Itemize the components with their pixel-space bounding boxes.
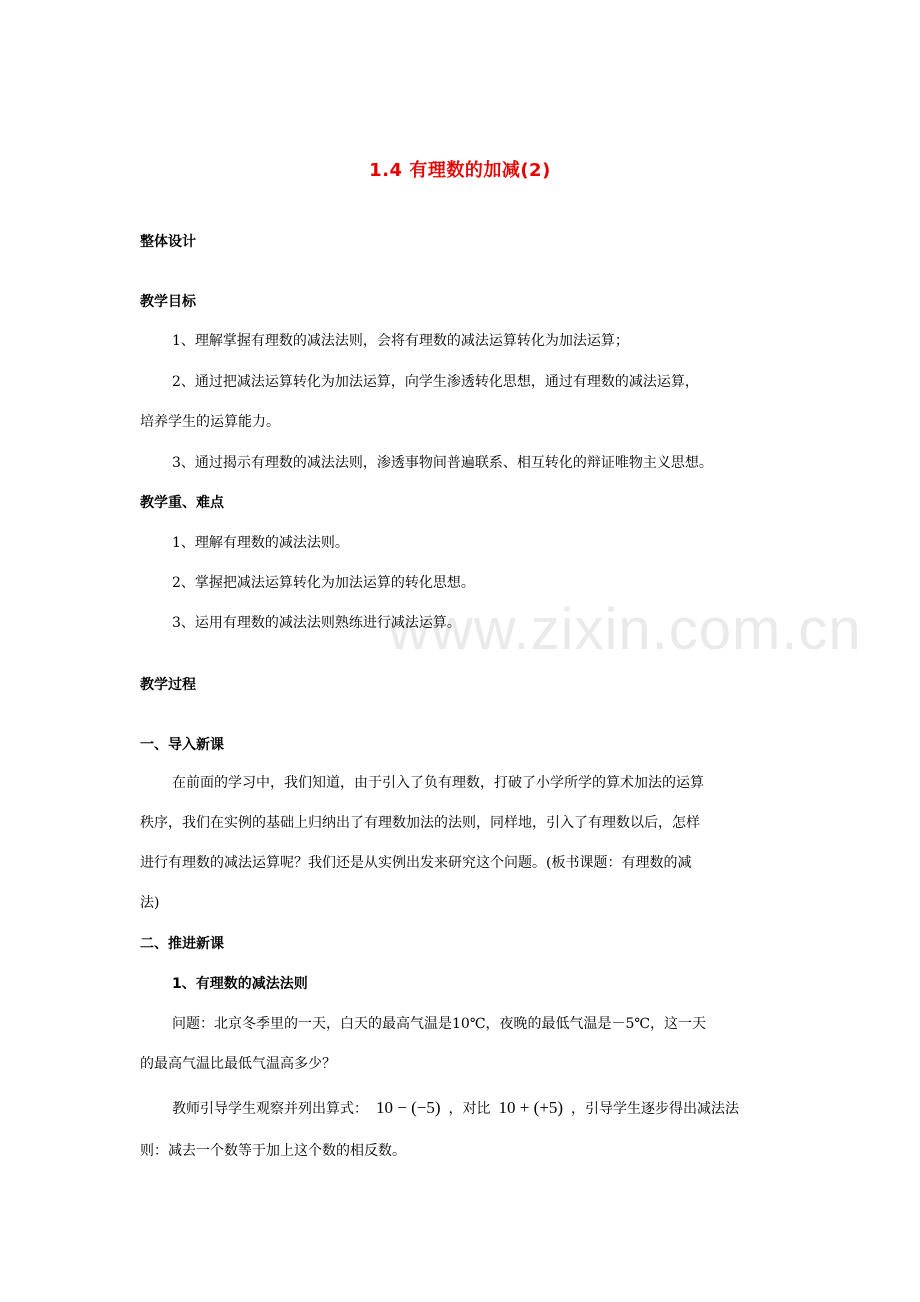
intro-line-4: 法): [140, 895, 160, 911]
heading-teaching-process: 教学过程: [140, 677, 196, 693]
expression-subtraction: 10 − (−5): [376, 1098, 441, 1117]
teacher-guide-text-2: ，对比: [448, 1101, 491, 1117]
intro-line-2: 秩序，我们在实例的基础上归纳出了有理数加法的法则，同样地，引入了有理数以后，怎样: [140, 815, 700, 831]
teacher-guide-text-3: ，引导学生逐步得出减法法: [571, 1101, 739, 1117]
heading-new-lesson: 二、推进新课: [140, 936, 224, 952]
heading-key-points: 教学重、难点: [140, 495, 224, 511]
watermark: www.zixin.com.cn: [388, 597, 862, 662]
expression-addition: 10 + (+5): [498, 1098, 563, 1117]
heading-overall-design: 整体设计: [140, 234, 196, 250]
heading-teaching-goals: 教学目标: [140, 294, 196, 310]
key-point-2: 2、掌握把减法运算转化为加法运算的转化思想。: [172, 575, 475, 591]
key-point-1: 1、理解有理数的减法法则。: [172, 535, 349, 551]
goal-item-3: 3、通过揭示有理数的减法法则，渗透事物间普遍联系、相互转化的辩证唯物主义思想。: [172, 455, 713, 471]
heading-intro: 一、导入新课: [140, 737, 224, 753]
goal-item-1: 1、理解掌握有理数的减法法则，会将有理数的减法运算转化为加法运算；: [172, 333, 629, 349]
page-title: 1.4 有理数的加减(2): [369, 160, 551, 181]
intro-line-3: 进行有理数的减法运算呢？我们还是从实例出发来研究这个问题。(板书课题：有理数的减: [140, 855, 692, 871]
subheading-subtraction-rule: 1、有理数的减法法则: [172, 976, 308, 992]
intro-line-1: 在前面的学习中，我们知道，由于引入了负有理数，打破了小学所学的算术加法的运算: [172, 775, 704, 791]
question-line-1: 问题：北京冬季里的一天，白天的最高气温是10℃，夜晚的最低气温是－5℃，这一天: [172, 1016, 707, 1032]
rule-line: 则：减去一个数等于加上这个数的相反数。: [140, 1143, 406, 1159]
teacher-guide-text-1: 教师引导学生观察并列出算式：: [172, 1101, 368, 1117]
teacher-guide-line: [172, 1098, 739, 1119]
key-point-3: 3、运用有理数的减法法则熟练进行减法运算。: [172, 615, 461, 631]
goal-item-2-line-2: 培养学生的运算能力。: [140, 414, 280, 430]
question-line-2: 的最高气温比最低气温高多少？: [140, 1056, 336, 1072]
goal-item-2-line-1: 2、通过把减法运算转化为加法运算，向学生渗透转化思想，通过有理数的减法运算，: [172, 374, 699, 390]
